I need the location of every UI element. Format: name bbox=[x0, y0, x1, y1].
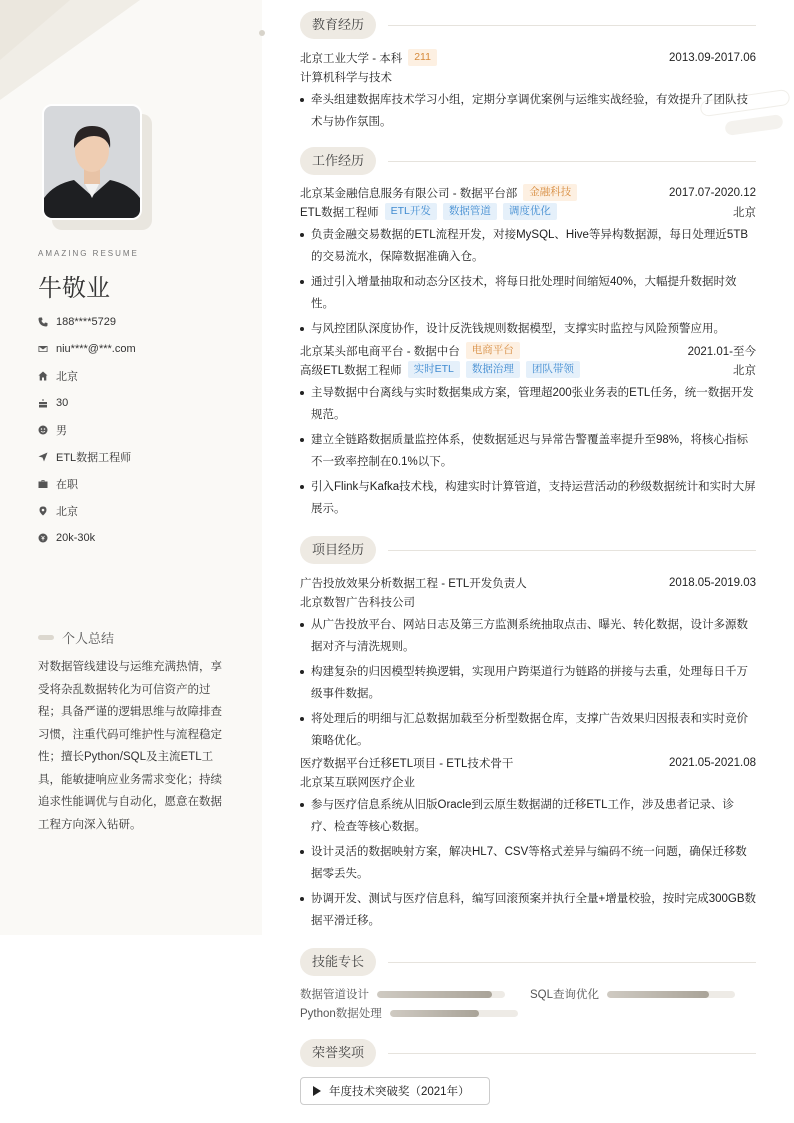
bullet-item: 设计灵活的数据映射方案，解决HL7、CSV等格式差异与编码不统一问题，确保迁移数据零丢失。 bbox=[300, 841, 756, 885]
project-name: 广告投放效果分析数据工程 - ETL开发负责人 bbox=[300, 577, 527, 590]
section-education bbox=[300, 11, 756, 39]
work-entry bbox=[300, 183, 756, 340]
bullet-item: 通过引入增量抽取和动态分区技术，将每日批处理时间缩短40%，大幅提升数据时效性。 bbox=[300, 271, 756, 315]
section-divider bbox=[388, 1053, 756, 1054]
info-status bbox=[38, 470, 238, 497]
info-target-city bbox=[38, 497, 238, 524]
bullet-item: 参与医疗信息系统从旧版Oracle到云原生数据湖的迁移ETL工作，涉及患者记录、诊疗、检查等核心数据。 bbox=[300, 794, 756, 838]
location-pin-icon bbox=[38, 506, 56, 516]
skill-tag: 数据治理 bbox=[466, 361, 520, 378]
company-tag: 电商平台 bbox=[466, 342, 520, 359]
skill-item bbox=[300, 1005, 518, 1021]
skill-level-bar bbox=[390, 1010, 518, 1017]
skill-level-fill bbox=[377, 991, 492, 998]
info-age bbox=[38, 389, 238, 416]
section-projects bbox=[300, 536, 756, 564]
info-gender bbox=[38, 416, 238, 443]
project-org: 北京数智广告科技公司 bbox=[300, 596, 415, 609]
info-text: 20k-30k bbox=[56, 531, 96, 544]
job-role: ETL数据工程师 bbox=[300, 206, 379, 219]
bullet-item: 牵头组建数据库技术学习小组，定期分享调优案例与运维实战经验，有效提升了团队技术与协作氛围。 bbox=[300, 89, 756, 133]
skill-level-bar bbox=[607, 991, 735, 998]
info-city bbox=[38, 362, 238, 389]
phone-icon bbox=[38, 317, 56, 327]
bullet-item: 主导数据中台离线与实时数据集成方案，管理超200张业务表的ETL任务，统一数据开发规范。 bbox=[300, 382, 756, 426]
skill-item bbox=[530, 986, 735, 1002]
job-header bbox=[300, 341, 756, 360]
skill-level-bar bbox=[377, 991, 505, 998]
award-text: 年度技术突破奖（2021年） bbox=[329, 1086, 470, 1098]
info-position bbox=[38, 443, 238, 470]
project-org-row bbox=[300, 592, 756, 611]
info-text: 男 bbox=[56, 424, 67, 437]
award-item[interactable] bbox=[300, 1077, 490, 1105]
skill-name: 数据管道设计 bbox=[300, 989, 369, 1001]
info-text: 北京 bbox=[56, 370, 78, 383]
job-bullets bbox=[300, 224, 756, 340]
info-text: 北京 bbox=[56, 505, 78, 518]
contact-info-list bbox=[38, 308, 238, 551]
gender-icon bbox=[38, 425, 56, 435]
info-text: 30 bbox=[56, 396, 69, 409]
skill-tag: ETL开发 bbox=[385, 203, 437, 220]
mail-icon bbox=[38, 344, 56, 354]
heading-bar bbox=[38, 635, 54, 640]
project-org-row bbox=[300, 772, 756, 791]
work-entry bbox=[300, 341, 756, 520]
section-title: 技能专长 bbox=[300, 948, 376, 976]
section-title: 教育经历 bbox=[300, 11, 376, 39]
info-text: 188****5729 bbox=[56, 315, 116, 328]
project-header bbox=[300, 573, 756, 592]
bullet-item: 建立全链路数据质量监控体系，使数据延迟与异常告警覆盖率提升至98%，将核心指标不一致率控制在0.1%以下。 bbox=[300, 429, 756, 473]
school-name: 北京工业大学 - 本科 bbox=[300, 52, 403, 65]
bullet-item: 将处理后的明细与汇总数据加载至分析型数据仓库，支撑广告效果归因报表和实时竞价策略优化。 bbox=[300, 708, 756, 752]
section-divider bbox=[388, 161, 756, 162]
skill-tag: 实时ETL bbox=[408, 361, 460, 378]
skill-tag: 调度优化 bbox=[503, 203, 557, 220]
skill-level-fill bbox=[607, 991, 709, 998]
briefcase-icon bbox=[38, 479, 56, 489]
skill-name: SQL查询优化 bbox=[530, 989, 600, 1001]
section-title: 项目经历 bbox=[300, 536, 376, 564]
project-date: 2018.05-2019.03 bbox=[669, 576, 756, 589]
project-date: 2021.05-2021.08 bbox=[669, 756, 756, 769]
project-entry bbox=[300, 753, 756, 932]
school-tag: 211 bbox=[408, 49, 437, 66]
job-date: 2021.01-至今 bbox=[687, 345, 756, 358]
job-role-row bbox=[300, 360, 756, 379]
info-email bbox=[38, 335, 238, 362]
bullet-item: 从广告投放平台、网站日志及第三方监测系统抽取点击、曝光、转化数据，设计多源数据对齐与清洗规则。 bbox=[300, 614, 756, 658]
section-awards bbox=[300, 1039, 756, 1067]
skill-tag: 团队带领 bbox=[526, 361, 580, 378]
company-name: 北京某头部电商平台 - 数据中台 bbox=[300, 345, 460, 358]
education-header bbox=[300, 48, 756, 67]
job-role: 高级ETL数据工程师 bbox=[300, 364, 402, 377]
section-work bbox=[300, 147, 756, 175]
job-city: 北京 bbox=[733, 364, 756, 377]
project-bullets bbox=[300, 794, 756, 932]
skill-tag: 数据管道 bbox=[443, 203, 497, 220]
info-text: ETL数据工程师 bbox=[56, 451, 132, 464]
company-tag: 金融科技 bbox=[523, 184, 577, 201]
info-salary bbox=[38, 524, 238, 551]
summary-title: 个人总结 bbox=[62, 631, 115, 646]
company-name: 北京某金融信息服务有限公司 - 数据平台部 bbox=[300, 187, 518, 200]
bullet-item: 协调开发、测试与医疗信息科，编写回滚预案并执行全量+增量校验，按时完成300GB数据平滑迁移。 bbox=[300, 888, 756, 932]
education-date: 2013.09-2017.06 bbox=[669, 51, 756, 64]
bullet-item: 负责金融交易数据的ETL流程开发，对接MySQL、Hive等异构数据源，每日处理近5TB的交易流水，保障数据准确入仓。 bbox=[300, 224, 756, 268]
person-name: 牛敬业 bbox=[38, 275, 110, 302]
avatar bbox=[42, 104, 142, 220]
job-city: 北京 bbox=[733, 206, 756, 219]
section-skills bbox=[300, 948, 756, 976]
play-triangle-icon bbox=[313, 1086, 321, 1096]
section-title: 工作经历 bbox=[300, 147, 376, 175]
decorative-dot bbox=[259, 30, 265, 36]
brand-label: AMAZING RESUME bbox=[38, 249, 139, 258]
bullet-item: 引入Flink与Kafka技术栈，构建实时计算管道，支持运营活动的秒级数据统计和实时大屏展示。 bbox=[300, 476, 756, 520]
section-divider bbox=[388, 550, 756, 551]
project-entry bbox=[300, 573, 756, 752]
education-entry bbox=[300, 48, 756, 133]
send-icon bbox=[38, 452, 56, 462]
section-divider bbox=[388, 25, 756, 26]
bullet-item: 与风控团队深度协作，设计反洗钱规则数据模型，支撑实时监控与风险预警应用。 bbox=[300, 318, 756, 340]
job-bullets bbox=[300, 382, 756, 520]
avatar-photo bbox=[42, 104, 142, 220]
bullet-item: 构建复杂的归因模型转换逻辑，实现用户跨渠道行为链路的拼接与去重，处理每日千万级事件数据。 bbox=[300, 661, 756, 705]
info-phone bbox=[38, 308, 238, 335]
summary-text: 对数据管线建设与运维充满热情，享受将杂乱数据转化为可信资产的过程；具备严谨的逻辑思维与故障排查习惯，注重代码可维护性与流程稳定性；擅长Python/SQL及主流ETL工具，能敏捷响应业务需求变化；持续追求性能调优与自动化，愿意在数据工程方向深入钻研。 bbox=[38, 661, 222, 831]
job-date: 2017.07-2020.12 bbox=[669, 186, 756, 199]
job-header bbox=[300, 183, 756, 202]
education-bullets bbox=[300, 89, 756, 133]
major: 计算机科学与技术 bbox=[300, 71, 392, 84]
money-icon bbox=[38, 533, 56, 543]
job-role-row bbox=[300, 202, 756, 221]
home-icon bbox=[38, 371, 56, 381]
decorative-triangle-inner bbox=[0, 0, 70, 60]
skill-item bbox=[300, 986, 505, 1002]
project-header bbox=[300, 753, 756, 772]
section-divider bbox=[388, 962, 756, 963]
cake-icon bbox=[38, 398, 56, 408]
skill-level-fill bbox=[390, 1010, 480, 1017]
info-text: 在职 bbox=[56, 478, 78, 491]
project-bullets bbox=[300, 614, 756, 752]
project-org: 北京某互联网医疗企业 bbox=[300, 776, 415, 789]
info-text: niu****@***.com bbox=[56, 342, 136, 355]
project-name: 医疗数据平台迁移ETL项目 - ETL技术骨干 bbox=[300, 757, 514, 770]
summary-heading bbox=[38, 628, 114, 647]
education-major-row bbox=[300, 67, 756, 86]
skill-name: Python数据处理 bbox=[300, 1008, 382, 1020]
section-title: 荣誉奖项 bbox=[300, 1039, 376, 1067]
